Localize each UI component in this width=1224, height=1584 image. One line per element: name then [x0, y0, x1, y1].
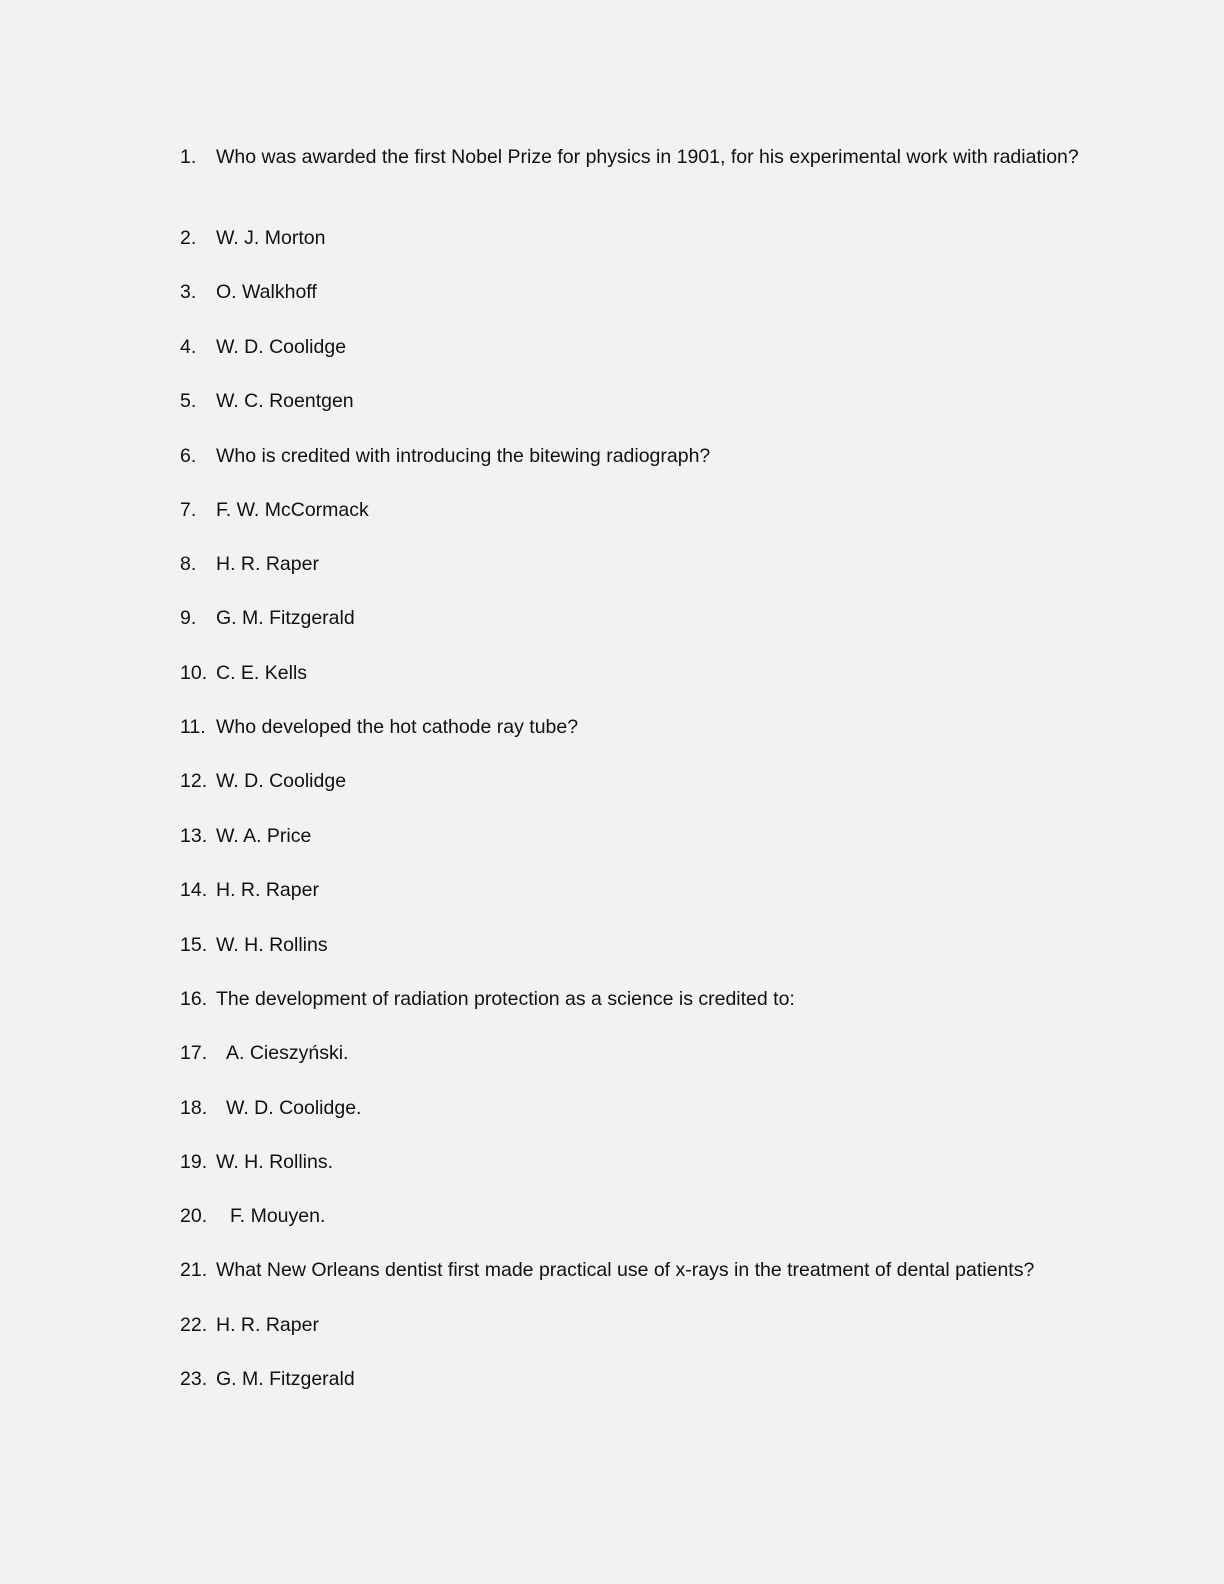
item-text: W. D. Coolidge.: [226, 1097, 362, 1119]
list-item: [180, 1095, 1080, 1121]
item-text: W. H. Rollins: [216, 934, 328, 956]
item-text: Who was awarded the first Nobel Prize for physics in 1901, for his experimental work with radiation?: [216, 146, 1079, 168]
item-number: 19.: [180, 1151, 208, 1173]
list-item: [180, 823, 1080, 849]
item-number: 18.: [180, 1097, 208, 1119]
item-text: What New Orleans dentist first made practical use of x-rays in the treatment of dental patients?: [216, 1259, 1035, 1281]
item-number: 3.: [180, 281, 197, 303]
item-number: 8.: [180, 553, 197, 575]
item-text: H. R. Raper: [216, 879, 319, 901]
item-text: W. J. Morton: [216, 227, 326, 249]
list-item: [180, 334, 1080, 360]
item-number: 21.: [180, 1259, 208, 1281]
list-item: [180, 714, 1080, 740]
item-number: 16.: [180, 988, 208, 1010]
list-item: [180, 497, 1080, 523]
list-item: [180, 1366, 1080, 1392]
list-item: [180, 932, 1080, 958]
item-text: Who developed the hot cathode ray tube?: [216, 716, 579, 738]
list-item: [180, 1040, 1080, 1066]
list-item: [180, 1149, 1080, 1175]
item-number: 7.: [180, 499, 197, 521]
list-item: [180, 605, 1080, 631]
list-item: [180, 877, 1080, 903]
item-number: 14.: [180, 879, 208, 901]
item-text: A. Cieszyński.: [226, 1042, 349, 1064]
item-text: W. C. Roentgen: [216, 390, 354, 412]
list-item: [180, 388, 1080, 414]
item-number: 5.: [180, 390, 197, 412]
list-item: [180, 1257, 1080, 1283]
item-text: C. E. Kells: [216, 662, 308, 684]
list-item: [180, 768, 1080, 794]
list-item: [180, 443, 1080, 469]
item-number: 1.: [180, 146, 197, 168]
item-text: F. Mouyen.: [230, 1205, 326, 1227]
item-number: 20.: [180, 1205, 208, 1227]
item-text: F. W. McCormack: [216, 499, 369, 521]
item-text: G. M. Fitzgerald: [216, 1368, 355, 1390]
item-number: 4.: [180, 336, 197, 358]
item-text: G. M. Fitzgerald: [216, 607, 355, 629]
list-item: [180, 1312, 1080, 1338]
list-item: [180, 279, 1080, 305]
list-item: [180, 660, 1080, 686]
list-item: [180, 1203, 1080, 1229]
item-number: 2.: [180, 227, 197, 249]
item-number: 17.: [180, 1042, 208, 1064]
item-number: 15.: [180, 934, 208, 956]
item-number: 13.: [180, 825, 208, 847]
item-text: O. Walkhoff: [216, 281, 317, 303]
list-item: [180, 551, 1080, 577]
item-text: H. R. Raper: [216, 553, 319, 575]
item-text: W. H. Rollins.: [216, 1151, 334, 1173]
list-item: [180, 225, 1080, 251]
item-number: 10.: [180, 662, 208, 684]
item-number: 9.: [180, 607, 197, 629]
item-number: 22.: [180, 1314, 208, 1336]
item-text: W. D. Coolidge: [216, 336, 347, 358]
item-text: W. D. Coolidge: [216, 770, 347, 792]
item-number: 12.: [180, 770, 208, 792]
item-number: 23.: [180, 1368, 208, 1390]
item-number: 11.: [180, 716, 206, 738]
item-text: The development of radiation protection as a science is credited to:: [216, 988, 795, 1010]
item-text: W. A. Price: [216, 825, 312, 847]
list-item: [180, 144, 1080, 170]
item-text: H. R. Raper: [216, 1314, 319, 1336]
item-text: Who is credited with introducing the bitewing radiograph?: [216, 445, 711, 467]
item-number: 6.: [180, 445, 197, 467]
list-item: [180, 986, 1080, 1012]
